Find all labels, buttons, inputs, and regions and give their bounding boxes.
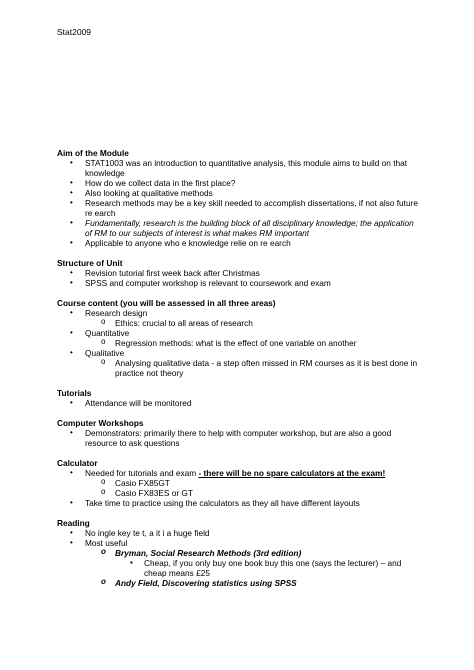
list-item: • Needed for tutorials and exam - there will be no spare calculators at the exam! [70,468,386,478]
section-heading-course-content: Course content (you will be assessed in all three areas) [57,298,276,308]
bullet-icon: • [70,538,73,547]
sub-list-item: o Ethics: crucial to all areas of research [101,317,253,328]
sub-list-item: o Casio FX85GT [101,477,170,488]
section-course-content [57,298,422,378]
list-item: • Attendance will be monitored [70,398,192,408]
section-heading-aim: Aim of the Module [57,148,129,158]
aim-list [57,158,422,248]
list-item: • Revision tutorial first week back after Christmas [70,268,260,278]
exam-warning: - there will be no spare calculators at the exam! [198,468,386,478]
bullet-icon: • [70,498,73,507]
bullet-icon: • [70,198,73,207]
section-calculator [57,458,422,508]
list-item: • Also looking at qualitative methods [70,188,213,198]
section-structure [57,258,422,288]
course-list [57,308,422,378]
section-aim [57,148,422,248]
bullet-icon: • [70,178,73,187]
list-item: • Quantitative [70,328,130,338]
list-item: • SPSS and computer workshop is relevant to coursework and exam [70,278,331,288]
list-item: • Most useful [70,538,128,548]
bullet-icon: • [70,308,73,317]
bullet-icon: • [70,348,73,357]
bullet-icon: • [70,528,73,537]
bullet-icon: • [70,468,73,477]
sub-list-item: o Analysing qualitative data - a step often missed in RM courses as it is best done in practice not theory [101,357,418,378]
section-reading [57,518,422,588]
circle-bullet-icon: o [101,477,106,486]
square-bullet-icon: ▪ [130,558,133,567]
list-item: • Take time to practice using the calculators as they all have different layouts [70,498,360,508]
circle-bullet-icon: o [101,317,106,326]
structure-list [57,268,422,288]
list-item: • Applicable to anyone who e knowledge relie on re earch [70,238,291,248]
circle-bullet-icon: o [101,357,106,366]
section-heading-reading: Reading [57,518,90,528]
bullet-icon: • [70,158,73,167]
list-item: • Fundamentally, research is the building block of all disciplinary knowledge; the application of RM to our subjects of interest is what makes RM important [70,218,414,238]
reading-list [57,528,422,588]
sub-list-item: o Casio FX83ES or GT [101,487,193,498]
circle-bullet-icon: o [101,577,106,586]
bullet-icon: • [70,268,73,277]
tutorials-list [57,398,422,408]
sub-list-item: o Bryman, Social Research Methods (3rd edition) [101,547,302,558]
section-computer-workshops [57,418,422,448]
bullet-icon: • [70,328,73,337]
section-tutorials [57,388,422,408]
bullet-icon: • [70,188,73,197]
bullet-icon: • [70,218,73,227]
list-item: • Research methods may be a key skill needed to accomplish dissertations, if not also future re earch [70,198,418,218]
circle-bullet-icon: o [101,337,106,346]
section-heading-tutorials: Tutorials [57,388,92,398]
section-heading-structure: Structure of Unit [57,258,123,268]
list-item: • Research design [70,308,148,318]
bullet-icon: • [70,238,73,247]
section-heading-computer-workshops: Computer Workshops [57,418,144,428]
document-body [57,148,422,598]
list-item: • STAT1003 was an introduction to quantitative analysis, this module aims to build on that knowledge [70,158,408,178]
circle-bullet-icon: o [101,487,106,496]
page-header: Stat2009 [57,27,92,37]
circle-bullet-icon: o [101,547,106,556]
calculator-list [57,468,422,508]
bullet-icon: • [70,428,73,437]
sub-list-item: o Andy Field, Discovering statistics using SPSS [101,577,297,588]
sub-sub-list-item: ▪ Cheap, if you only buy one book buy this one (says the lecturer) – and cheap means £25 [130,558,402,578]
sub-list-item: o Regression methods: what is the effect of one variable on another [101,337,357,348]
list-item: • Qualitative [70,348,125,358]
bullet-icon: • [70,278,73,287]
list-item: • No ingle key te t, a it i a huge field [70,528,210,538]
workshops-list [57,428,422,448]
section-heading-calculator: Calculator [57,458,98,468]
list-item: • Demonstrators: primarily there to help with computer workshop, but are also a good resource to ask questions [70,428,392,448]
list-item: • How do we collect data in the first place? [70,178,236,188]
bullet-icon: • [70,398,73,407]
